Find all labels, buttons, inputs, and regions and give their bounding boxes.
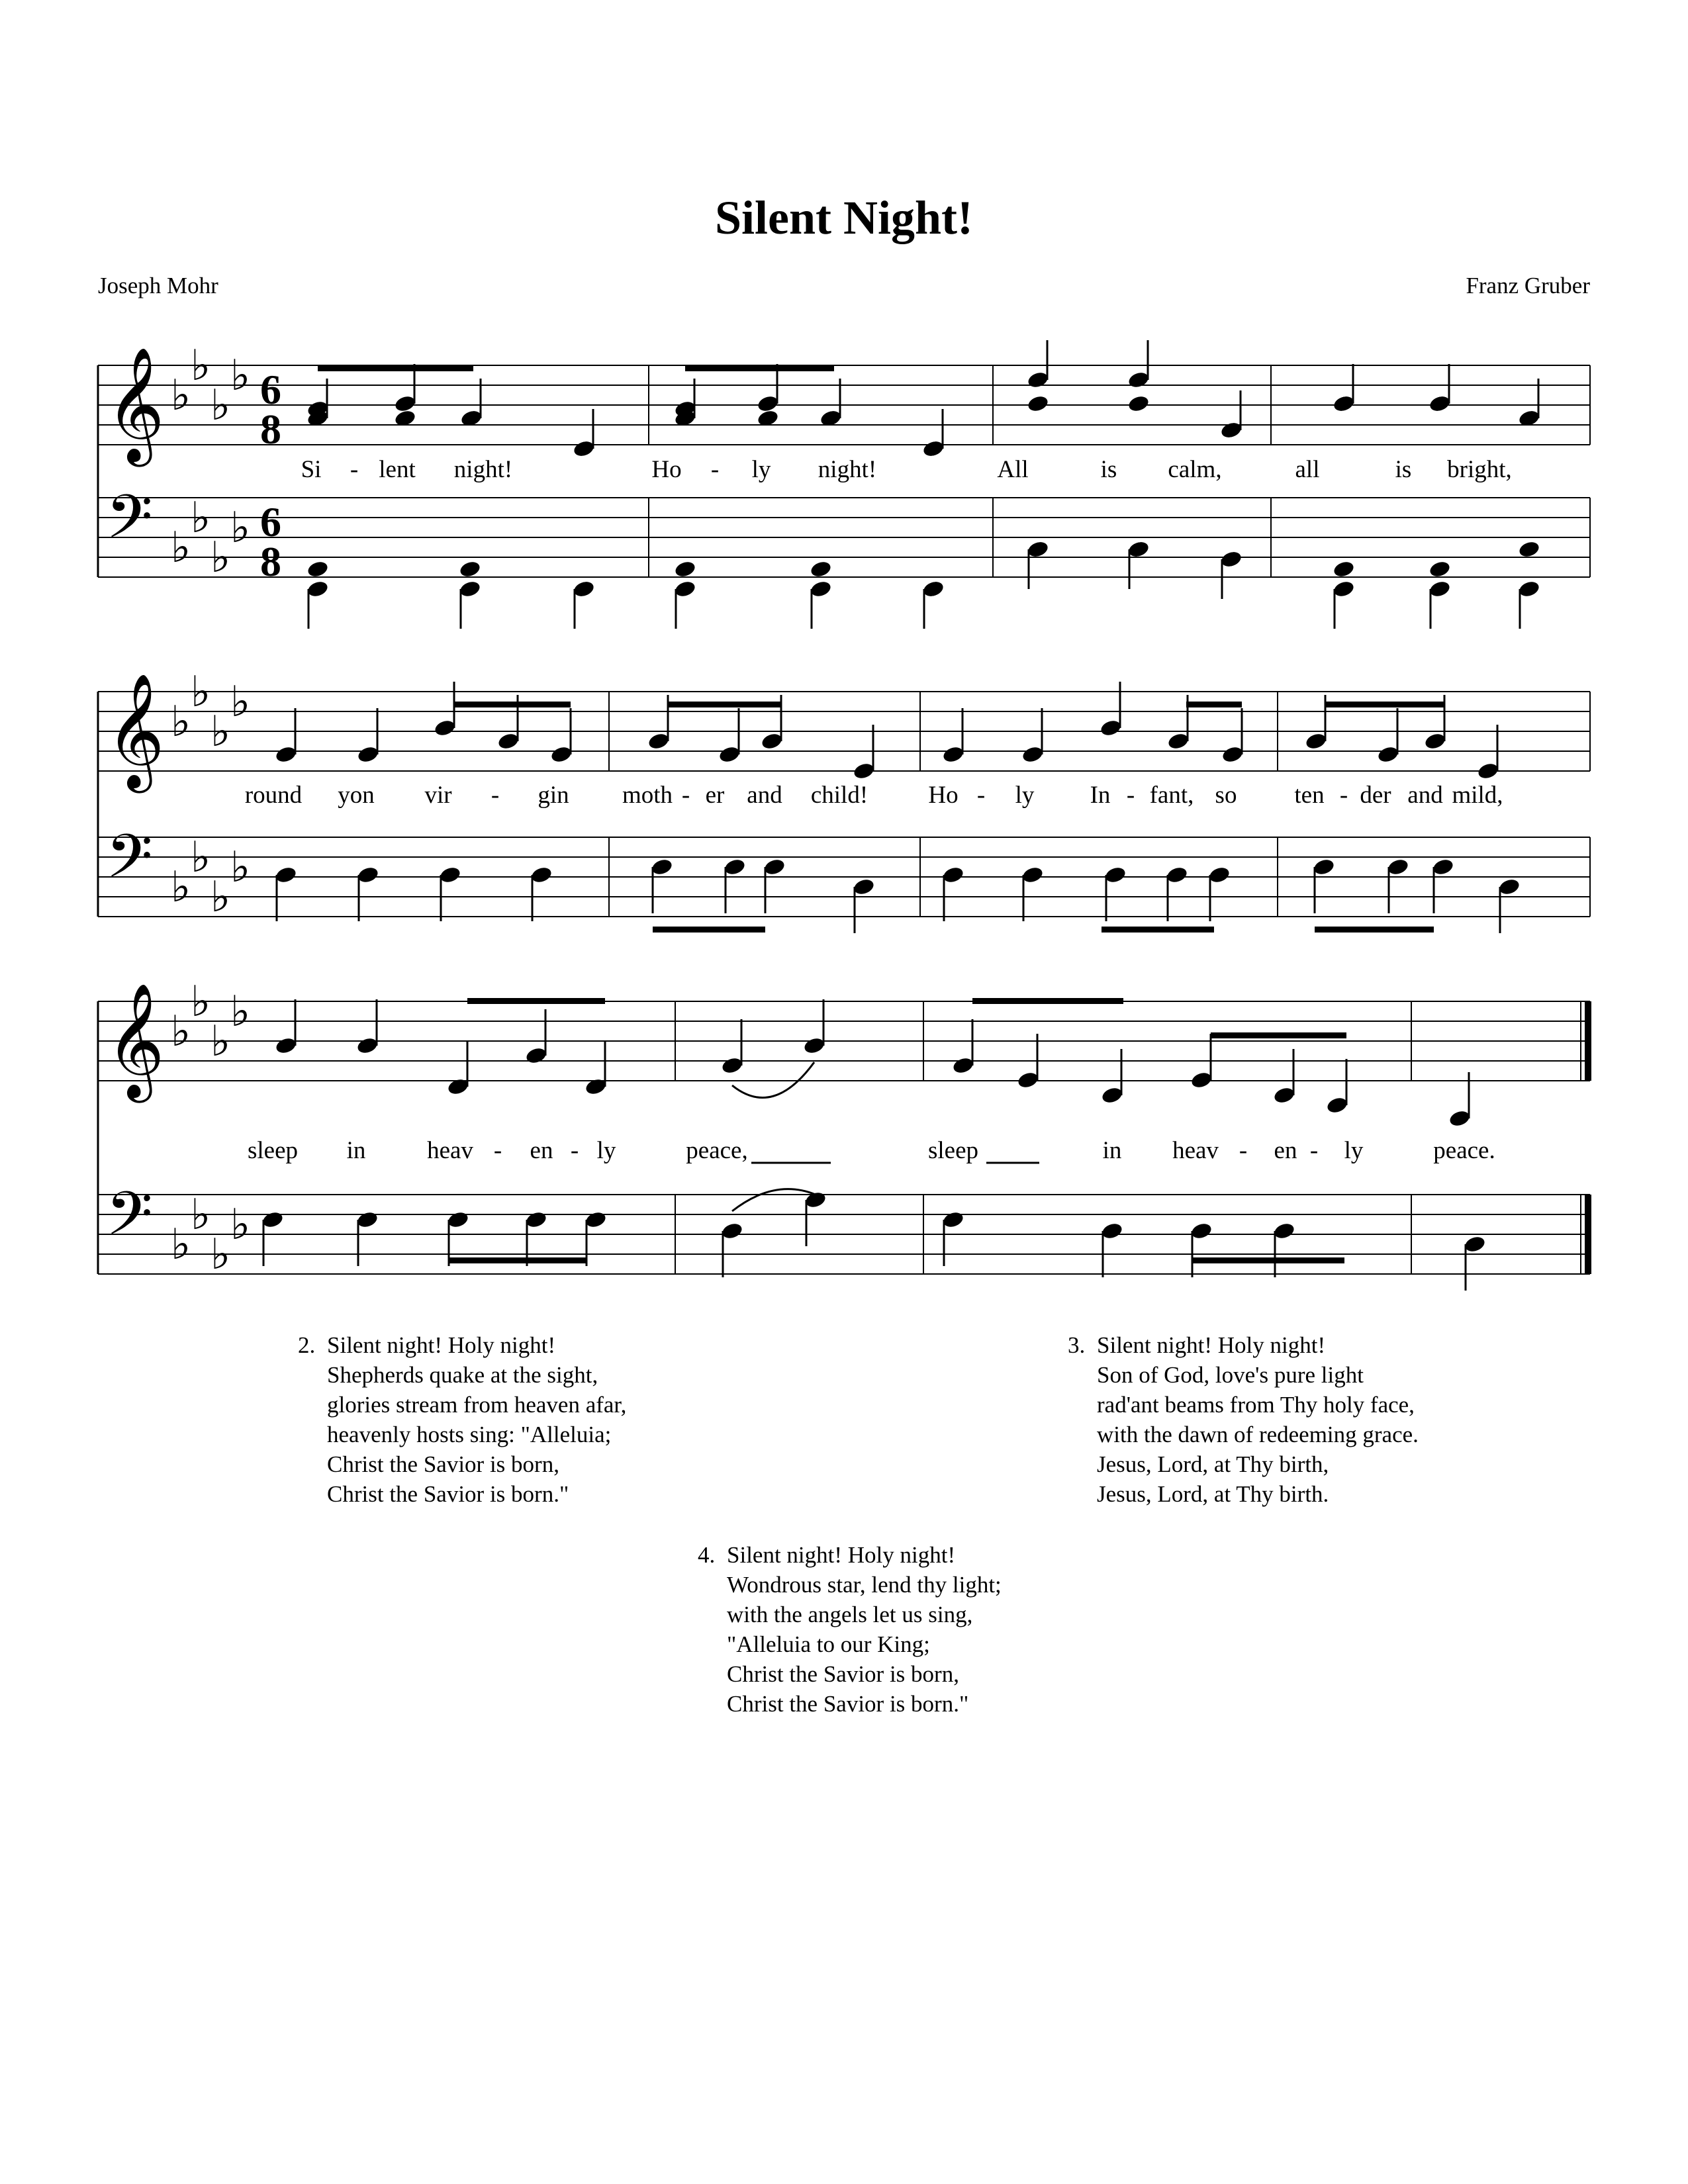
lyric-syllable: gin	[538, 782, 569, 809]
lyric-syllable: and	[747, 782, 782, 809]
note-head	[1021, 745, 1044, 764]
verse-line: Shepherds quake at the sight,	[327, 1362, 598, 1388]
verse-number: 4.	[698, 1542, 716, 1568]
note-beam	[318, 365, 473, 371]
lyric-syllable: -	[710, 456, 720, 483]
lyric-syllable: peace.	[1433, 1137, 1495, 1164]
note-head	[809, 579, 832, 598]
bass-clef-icon: 𝄢	[106, 482, 153, 567]
note-head	[393, 394, 416, 413]
lyric-syllable: -	[350, 456, 359, 483]
final-barline	[1585, 1001, 1591, 1081]
note-head	[1026, 370, 1049, 389]
flat-sign-icon: ♭	[171, 863, 191, 912]
flat-sign-icon: ♭	[171, 1220, 191, 1269]
lyric-syllable: vir	[424, 782, 452, 809]
verse-line: "Alleluia to our King;	[727, 1631, 930, 1657]
lyric-syllable: en	[1274, 1137, 1297, 1164]
tie-slur	[732, 1189, 816, 1211]
note-head	[524, 1046, 547, 1065]
note-head	[1312, 857, 1335, 876]
note-head	[720, 1056, 743, 1075]
note-head	[306, 559, 329, 578]
flat-sign-icon: ♭	[191, 833, 211, 882]
flat-sign-icon: ♭	[211, 1017, 231, 1066]
lyric-syllable: -	[1309, 1137, 1319, 1164]
lyric-syllable: In	[1090, 782, 1111, 809]
note-head	[1376, 745, 1399, 764]
note-head	[1517, 579, 1540, 598]
lyric-syllable: and	[1407, 782, 1443, 809]
time-signature-top: 6	[260, 498, 281, 545]
lyric-syllable: is	[1395, 456, 1412, 483]
note-head	[1100, 1221, 1123, 1240]
note-head	[650, 857, 673, 876]
note-head	[1207, 865, 1231, 884]
lyric-syllable: all	[1295, 456, 1320, 483]
note-head	[921, 439, 945, 458]
note-head	[1448, 1109, 1471, 1128]
note-head	[584, 1210, 607, 1229]
bass-clef-icon: 𝄢	[106, 1179, 153, 1263]
flat-sign-icon: ♭	[211, 707, 231, 756]
note-beam	[685, 365, 834, 371]
note-head	[941, 1210, 964, 1229]
note-head	[1332, 394, 1355, 413]
note-head	[941, 745, 964, 764]
lyric-syllable: Si	[301, 456, 322, 483]
note-head	[1099, 718, 1122, 737]
note-head	[1428, 394, 1451, 413]
lyric-syllable: heav	[1172, 1137, 1219, 1164]
lyric-syllable: ly	[596, 1137, 616, 1164]
lyric-syllable: -	[1239, 1137, 1248, 1164]
note-head	[1127, 539, 1150, 559]
note-beam	[1325, 702, 1444, 707]
verse-4	[698, 1540, 1002, 1719]
note-head	[1332, 579, 1355, 598]
note-head	[355, 1036, 379, 1055]
note-head	[1428, 579, 1451, 598]
note-beam	[668, 702, 781, 707]
verse-line: Jesus, Lord, at Thy birth,	[1097, 1451, 1329, 1477]
flat-sign-icon: ♭	[211, 1230, 231, 1279]
flat-sign-icon: ♭	[171, 523, 191, 572]
verse-line: heavenly hosts sing: "Alleluia;	[327, 1422, 612, 1447]
note-head	[1431, 857, 1454, 876]
note-head	[1100, 1085, 1123, 1105]
note-head	[459, 408, 483, 428]
note-head	[306, 408, 329, 428]
lyric-syllable: der	[1360, 782, 1391, 809]
note-head	[1332, 394, 1355, 413]
flat-sign-icon: ♭	[191, 494, 211, 543]
note-head	[1219, 549, 1243, 569]
note-head	[809, 559, 832, 578]
verse-line: Silent night! Holy night!	[1097, 1332, 1326, 1358]
note-head	[446, 1210, 469, 1229]
lyric-syllable: fant,	[1149, 782, 1194, 809]
note-beam	[1186, 702, 1242, 707]
verse-line: Silent night! Holy night!	[727, 1542, 956, 1568]
note-head	[261, 1210, 284, 1229]
note-head	[1219, 420, 1243, 439]
note-head	[1497, 877, 1521, 896]
lyric-syllable: in	[346, 1137, 366, 1164]
note-head	[524, 1210, 547, 1229]
note-head	[572, 579, 595, 598]
time-signature-top: 6	[260, 366, 281, 413]
note-head	[723, 857, 746, 876]
lyric-syllable: sleep	[247, 1137, 299, 1164]
note-beam	[1315, 927, 1434, 933]
flat-sign-icon: ♭	[191, 341, 211, 390]
verse-line: Son of God, love's pure light	[1097, 1362, 1364, 1388]
note-beam	[653, 927, 765, 933]
lyric-syllable: All	[997, 456, 1029, 483]
lyric-syllable: mild,	[1452, 782, 1503, 809]
note-head	[1517, 539, 1540, 559]
note-head	[1476, 761, 1499, 780]
note-head	[1021, 865, 1044, 884]
verse-line: Jesus, Lord, at Thy birth.	[1097, 1481, 1329, 1507]
note-head	[1166, 731, 1190, 751]
note-head	[572, 439, 595, 458]
verse-line: with the angels let us sing,	[727, 1602, 973, 1627]
note-head	[1517, 408, 1540, 428]
note-head	[1190, 1070, 1213, 1089]
lyric-syllable: Ho	[928, 782, 959, 809]
lyric-syllable: -	[1339, 782, 1348, 809]
note-head	[673, 559, 696, 578]
verse-line: Silent night! Holy night!	[327, 1332, 556, 1358]
note-head	[673, 579, 696, 598]
lyric-syllable: in	[1102, 1137, 1122, 1164]
note-head	[306, 399, 329, 418]
lyric-syllable: en	[530, 1137, 553, 1164]
lyric-syllable: calm,	[1168, 456, 1222, 483]
note-beam	[454, 702, 571, 707]
lyric-syllable: moth	[622, 782, 673, 809]
note-beam	[1102, 927, 1214, 933]
verse-number: 2.	[298, 1332, 316, 1358]
time-signature-bottom: 8	[260, 406, 281, 453]
note-head	[549, 745, 573, 764]
lyric-syllable: -	[1126, 782, 1135, 809]
flat-sign-icon: ♭	[230, 987, 251, 1036]
note-head	[458, 579, 481, 598]
verse-line: rad'ant beams from Thy holy face,	[1097, 1392, 1415, 1418]
lyric-syllable: heav	[427, 1137, 473, 1164]
note-head	[673, 408, 696, 428]
note-head	[1428, 559, 1451, 578]
flat-sign-icon: ♭	[171, 371, 191, 420]
lyric-syllable: lent	[379, 456, 416, 483]
note-head	[921, 439, 945, 458]
lyric-syllable: peace,	[686, 1137, 748, 1164]
lyric-syllable: child!	[810, 782, 868, 809]
note-head	[1190, 1221, 1213, 1240]
verse-line: glories stream from heaven afar,	[327, 1392, 627, 1418]
note-head	[756, 408, 779, 428]
note-beam	[972, 998, 1123, 1004]
note-head	[1304, 731, 1327, 751]
note-head	[1428, 394, 1451, 413]
note-head	[393, 408, 416, 428]
lyricist-credit: Joseph Mohr	[98, 273, 218, 298]
note-head	[433, 718, 456, 737]
note-head	[356, 865, 379, 884]
lyric-syllable: sleep	[927, 1137, 979, 1164]
flat-sign-icon: ♭	[191, 1191, 211, 1240]
note-head	[1016, 1070, 1039, 1089]
note-head	[1325, 1095, 1348, 1115]
flat-sign-icon: ♭	[211, 381, 231, 430]
note-head	[1219, 549, 1243, 569]
note-head	[1127, 394, 1150, 413]
lyric-syllable: night!	[453, 456, 513, 483]
lyric-syllable: -	[493, 1137, 502, 1164]
lyric-syllable: is	[1100, 456, 1117, 483]
note-head	[941, 865, 964, 884]
treble-clef-icon: 𝄞	[106, 983, 165, 1098]
note-head	[572, 579, 595, 598]
verse-line: Christ the Savior is born,	[727, 1661, 959, 1687]
note-head	[756, 394, 779, 413]
flat-sign-icon: ♭	[191, 668, 211, 717]
lyric-syllable: ly	[1015, 782, 1035, 809]
time-signature-bottom: 8	[260, 538, 281, 585]
note-head	[1165, 865, 1188, 884]
lyric-syllable: er	[705, 782, 725, 809]
note-head	[852, 877, 875, 896]
verse-line: Wondrous star, lend thy light;	[727, 1572, 1002, 1598]
note-beam	[467, 998, 605, 1004]
note-head	[274, 865, 297, 884]
lyric-syllable: ly	[1344, 1137, 1364, 1164]
note-head	[802, 1036, 825, 1055]
note-head	[1423, 731, 1446, 751]
tie-slur	[732, 1062, 814, 1098]
note-head	[852, 761, 875, 780]
note-head	[804, 1190, 827, 1209]
note-head	[274, 1036, 297, 1055]
note-head	[819, 408, 842, 428]
lyric-syllable: bright,	[1447, 456, 1512, 483]
note-head	[1026, 539, 1049, 559]
note-head	[1026, 539, 1049, 559]
lyric-syllable: ly	[751, 456, 771, 483]
note-beam	[449, 1257, 586, 1263]
verse-line: with the dawn of redeeming grace.	[1097, 1422, 1419, 1447]
note-head	[1103, 865, 1127, 884]
note-head	[446, 1077, 469, 1096]
lyric-syllable: Ho	[651, 456, 682, 483]
note-head	[720, 1221, 743, 1240]
lyric-syllable: -	[976, 782, 986, 809]
note-head	[718, 745, 741, 764]
note-head	[355, 1210, 379, 1229]
flat-sign-icon: ♭	[191, 978, 211, 1026]
treble-clef-icon: 𝄞	[106, 347, 165, 462]
lyric-syllable: round	[244, 782, 303, 809]
lyric-syllable: -	[681, 782, 690, 809]
composer-credit: Franz Gruber	[1466, 273, 1590, 298]
flat-sign-icon: ♭	[230, 843, 251, 892]
note-head	[819, 408, 842, 428]
note-head	[760, 731, 783, 751]
note-head	[763, 857, 786, 876]
note-head	[438, 865, 461, 884]
note-head	[356, 745, 379, 764]
flat-sign-icon: ♭	[211, 533, 231, 582]
note-head	[1219, 420, 1243, 439]
lyric-syllable: ten	[1294, 782, 1325, 809]
flat-sign-icon: ♭	[171, 698, 191, 747]
note-head	[459, 408, 483, 428]
verse-line: Christ the Savior is born."	[727, 1691, 969, 1717]
flat-sign-icon: ♭	[230, 678, 251, 727]
note-head	[530, 865, 553, 884]
page-title: Silent Night!	[714, 191, 974, 244]
note-head	[1127, 370, 1150, 389]
note-head	[458, 559, 481, 578]
note-head	[673, 399, 696, 418]
flat-sign-icon: ♭	[171, 1007, 191, 1056]
flat-sign-icon: ♭	[230, 351, 251, 400]
verse-3	[1068, 1330, 1419, 1509]
verse-number: 3.	[1068, 1332, 1086, 1358]
note-beam	[1192, 1257, 1344, 1263]
note-head	[274, 745, 297, 764]
note-head	[572, 439, 595, 458]
note-head	[1272, 1085, 1295, 1105]
note-head	[1026, 394, 1049, 413]
note-head	[496, 731, 520, 751]
lyric-syllable: night!	[818, 456, 877, 483]
note-beam	[1211, 1032, 1346, 1038]
note-head	[1127, 539, 1150, 559]
note-head	[1272, 1221, 1295, 1240]
lyric-syllable: so	[1215, 782, 1237, 809]
note-head	[1221, 745, 1244, 764]
note-head	[1463, 1234, 1486, 1253]
lyric-syllable: -	[570, 1137, 579, 1164]
treble-clef-icon: 𝄞	[106, 673, 165, 788]
flat-sign-icon: ♭	[211, 873, 231, 922]
note-head	[306, 579, 329, 598]
verse-line: Christ the Savior is born,	[327, 1451, 559, 1477]
note-head	[1386, 857, 1409, 876]
verse-line: Christ the Savior is born."	[327, 1481, 569, 1507]
note-head	[647, 731, 670, 751]
lyric-syllable: yon	[338, 782, 375, 809]
note-head	[921, 579, 945, 598]
note-head	[951, 1056, 974, 1075]
lyric-syllable: -	[491, 782, 500, 809]
verse-2	[298, 1330, 627, 1509]
note-head	[921, 579, 945, 598]
bass-clef-icon: 𝄢	[106, 821, 153, 906]
flat-sign-icon: ♭	[230, 504, 251, 553]
final-barline	[1585, 1195, 1591, 1274]
note-head	[1517, 408, 1540, 428]
flat-sign-icon: ♭	[230, 1201, 251, 1250]
note-head	[584, 1077, 607, 1096]
note-head	[1332, 559, 1355, 578]
